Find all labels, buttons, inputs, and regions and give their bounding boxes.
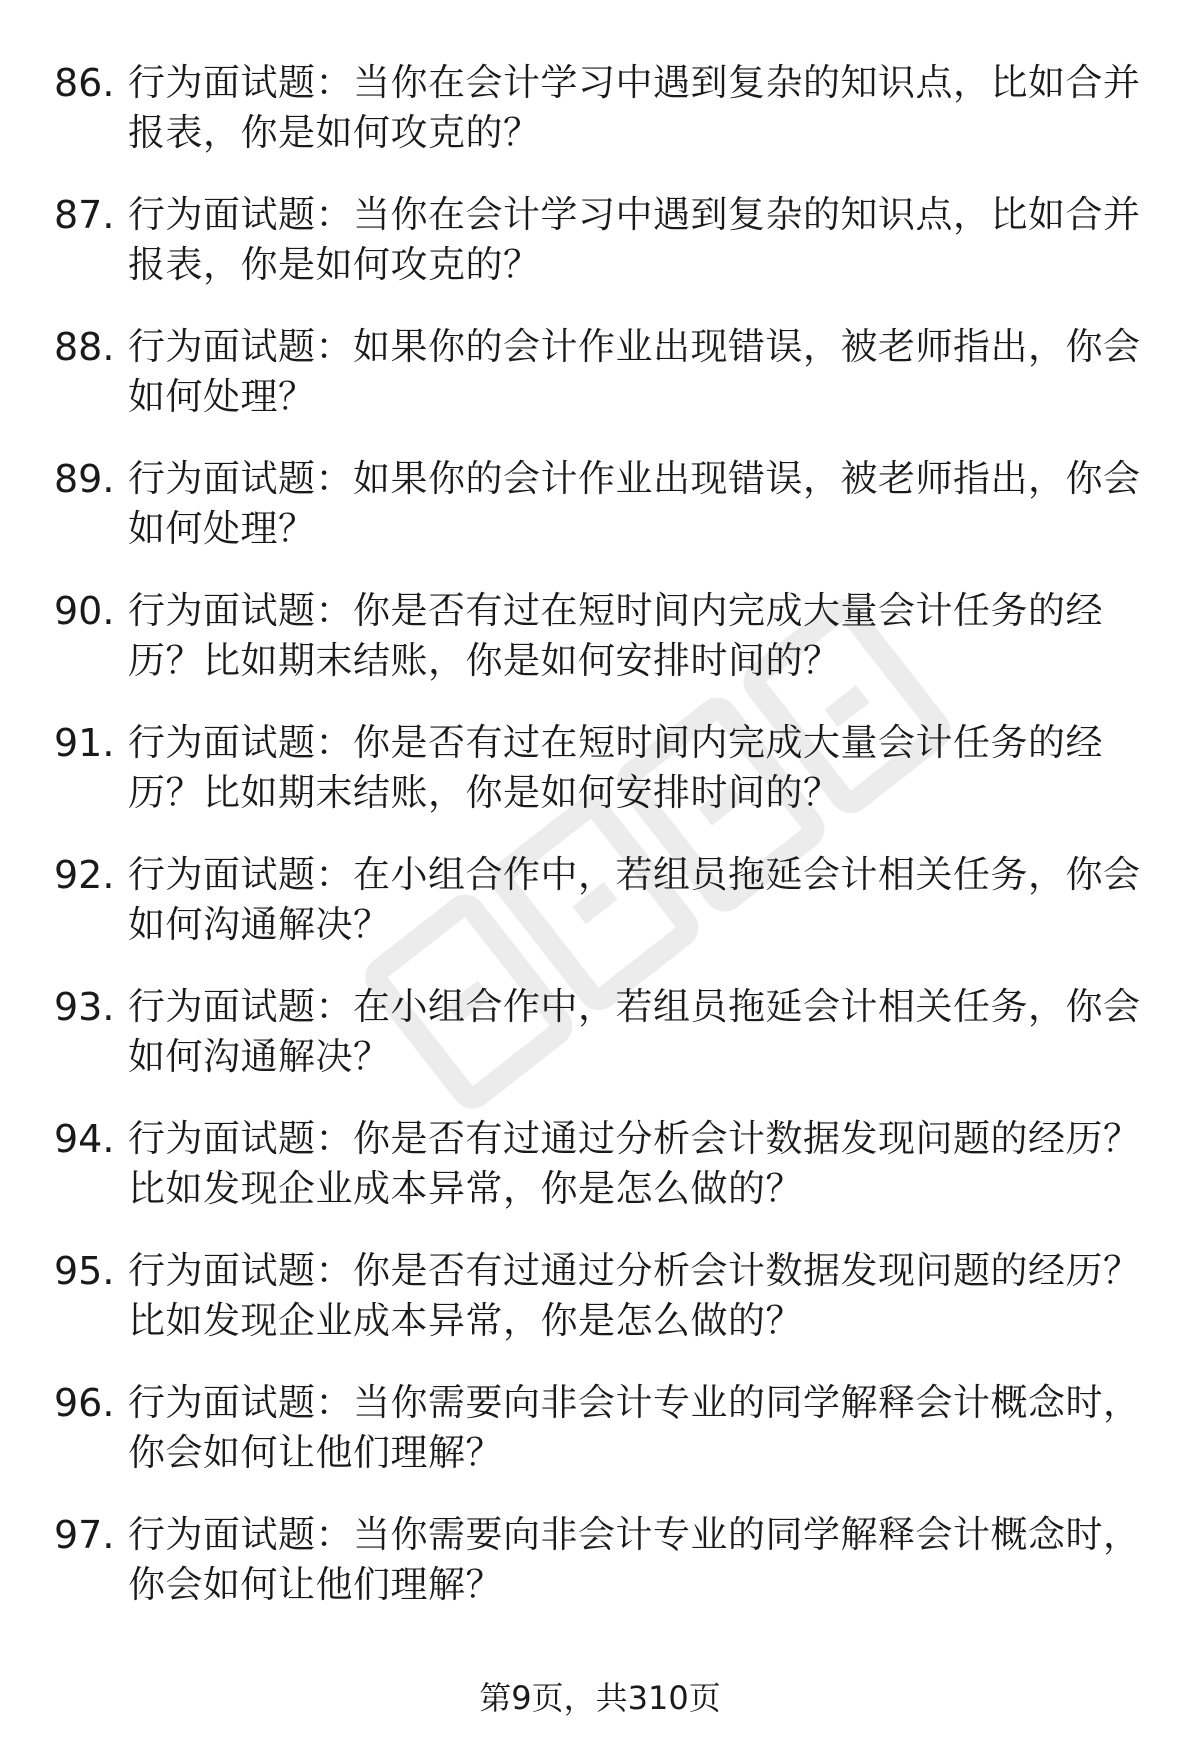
question-number: 86. (54, 61, 115, 105)
question-text: 行为面试题：你是否有过在短时间内完成大量会计任务的经历？比如期末结账，你是如何安排时间的？ (128, 589, 1103, 682)
question-number: 91. (54, 721, 115, 765)
question-item (54, 1114, 1154, 1246)
question-number: 89. (54, 457, 115, 501)
question-item (54, 454, 1154, 586)
question-number: 90. (54, 589, 115, 633)
question-text: 行为面试题：你是否有过通过分析会计数据发现问题的经历？比如发现企业成本异常，你是怎么做的？ (128, 1117, 1141, 1210)
question-number: 96. (54, 1381, 115, 1425)
question-item (54, 322, 1154, 454)
question-text: 行为面试题：如果你的会计作业出现错误，被老师指出，你会如何处理？ (128, 457, 1141, 550)
question-number: 92. (54, 853, 115, 897)
question-item (54, 718, 1154, 850)
question-text: 行为面试题：当你需要向非会计专业的同学解释会计概念时，你会如何让他们理解？ (128, 1513, 1141, 1606)
question-number: 87. (54, 193, 115, 237)
question-item (54, 850, 1154, 982)
question-text: 行为面试题：在小组合作中，若组员拖延会计相关任务，你会如何沟通解决？ (128, 985, 1141, 1078)
question-number: 93. (54, 985, 115, 1029)
question-item (54, 58, 1154, 190)
question-text: 行为面试题：在小组合作中，若组员拖延会计相关任务，你会如何沟通解决？ (128, 853, 1141, 946)
question-item (54, 1510, 1154, 1642)
question-item (54, 190, 1154, 322)
question-number: 88. (54, 325, 115, 369)
question-item (54, 1378, 1154, 1510)
question-text: 行为面试题：当你在会计学习中遇到复杂的知识点，比如合并报表，你是如何攻克的？ (128, 61, 1141, 154)
question-item (54, 982, 1154, 1114)
question-text: 行为面试题：当你在会计学习中遇到复杂的知识点，比如合并报表，你是如何攻克的？ (128, 193, 1141, 286)
question-number: 97. (54, 1513, 115, 1557)
page-footer: 第9页，共310页 (479, 1679, 721, 1717)
question-text: 行为面试题：当你需要向非会计专业的同学解释会计概念时，你会如何让他们理解？ (128, 1381, 1141, 1474)
question-text: 行为面试题：你是否有过通过分析会计数据发现问题的经历？比如发现企业成本异常，你是怎么做的？ (128, 1249, 1141, 1342)
question-text: 行为面试题：你是否有过在短时间内完成大量会计任务的经历？比如期末结账，你是如何安排时间的？ (128, 721, 1103, 814)
question-number: 95. (54, 1249, 115, 1293)
question-text: 行为面试题：如果你的会计作业出现错误，被老师指出，你会如何处理？ (128, 325, 1141, 418)
question-number: 94. (54, 1117, 115, 1161)
question-item (54, 1246, 1154, 1378)
question-list (54, 58, 1154, 1642)
question-item (54, 586, 1154, 718)
